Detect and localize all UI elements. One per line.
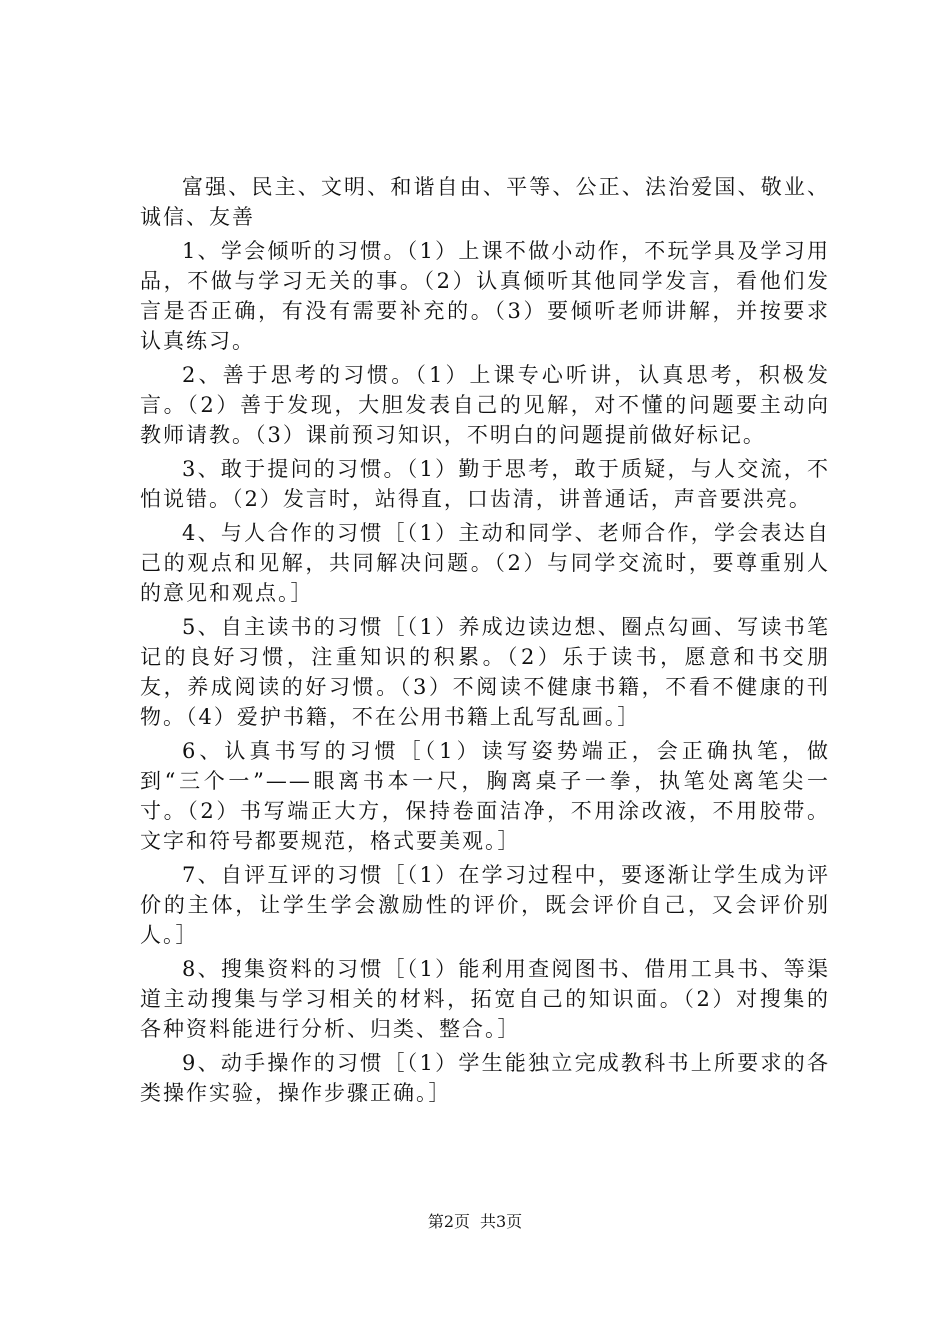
paragraph-habit-7: 7、自评互评的习惯［（1）在学习过程中，要逐渐让学生成为评价的主体，让学生学会激励性的评价，既会评价自己，又会评价别人。］ (140, 863, 830, 947)
document-body (140, 172, 830, 1112)
paragraph-habit-3: 3、敢于提问的习惯。（1）勤于思考，敢于质疑，与人交流，不怕说错。（2）发言时，站得直，口齿清，讲普通话，声音要洪亮。 (140, 457, 830, 511)
paragraph-values: 富强、民主、文明、和谐自由、平等、公正、法治爱国、敬业、诚信、友善 (140, 175, 830, 229)
paragraph-habit-6: 6、认真书写的习惯［（1）读写姿势端正，会正确执笔，做到“三个一”——眼离书本一尺，胸离桌子一拳，执笔处离笔尖一寸。（2）书写端正大方，保持卷面洁净，不用涂改液，不用胶带。文字和符号都要规范，格式要美观。］ (140, 739, 830, 853)
paragraph-habit-1: 1、学会倾听的习惯。（1）上课不做小动作，不玩学具及学习用品，不做与学习无关的事。（2）认真倾听其他同学发言，看他们发言是否正确，有没有需要补充的。（3）要倾听老师讲解，并按要求认真练习。 (140, 239, 830, 353)
page-number-current: 第2页 (427, 1212, 470, 1231)
paragraph-habit-4: 4、与人合作的习惯［（1）主动和同学、老师合作，学会表达自己的观点和见解，共同解决问题。（2）与同学交流时，要尊重别人的意见和观点。］ (140, 521, 830, 605)
paragraph-habit-2: 2、善于思考的习惯。（1）上课专心听讲，认真思考，积极发言。（2）善于发现，大胆发表自己的见解，对不懂的问题要主动向教师请教。（3）课前预习知识，不明白的问题提前做好标记。 (140, 363, 830, 447)
page-number-total: 共3页 (480, 1212, 523, 1231)
paragraph-habit-5: 5、自主读书的习惯［（1）养成边读边想、圈点勾画、写读书笔记的良好习惯，注重知识的积累。（2）乐于读书，愿意和书交朋友，养成阅读的好习惯。（3）不阅读不健康书籍，不看不健康的刊物。（4）爱护书籍，不在公用书籍上乱写乱画。］ (140, 615, 830, 729)
page-footer (0, 1212, 950, 1232)
paragraph-habit-8: 8、搜集资料的习惯［（1）能利用查阅图书、借用工具书、等渠道主动搜集与学习相关的材料，拓宽自己的知识面。（2）对搜集的各种资料能进行分析、归类、整合。］ (140, 957, 830, 1041)
paragraph-habit-9: 9、动手操作的习惯［（1）学生能独立完成教科书上所要求的各类操作实验，操作步骤正确。］ (140, 1051, 830, 1105)
